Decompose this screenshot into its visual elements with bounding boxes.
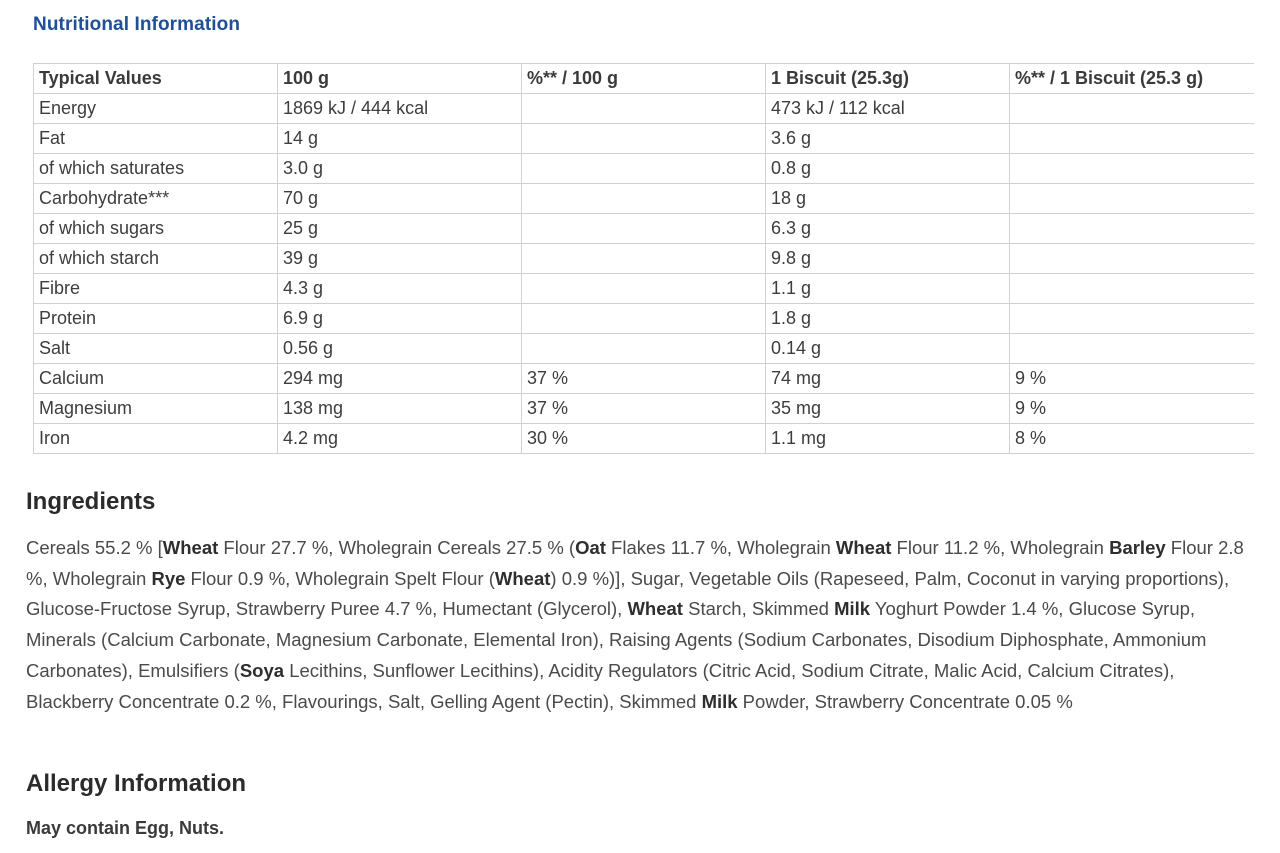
nutrient-value-cell: 0.14 g <box>766 334 1010 364</box>
nutrient-value-cell <box>1010 244 1255 274</box>
table-row <box>34 94 1255 124</box>
table-row <box>34 124 1255 154</box>
ingredient-text-segment: Flour 2.8 %, Wholegrain <box>26 537 1244 589</box>
nutrient-value-cell <box>522 334 766 364</box>
nutrition-title: Nutritional Information <box>33 14 241 35</box>
nutrient-value-cell: 18 g <box>766 184 1010 214</box>
nutrient-value-cell: 1869 kJ / 444 kcal <box>278 94 522 124</box>
nutrient-value-cell: 8 % <box>1010 424 1255 454</box>
table-row <box>34 334 1255 364</box>
nutrient-name-cell: Magnesium <box>34 394 278 424</box>
nutrient-name-cell: of which saturates <box>34 154 278 184</box>
ingredients-text <box>26 533 1262 717</box>
allergen-highlight: Barley <box>1109 537 1166 558</box>
nutrient-value-cell: 9.8 g <box>766 244 1010 274</box>
nutrient-value-cell: 14 g <box>278 124 522 154</box>
column-header: 100 g <box>278 64 522 94</box>
nutrient-value-cell: 4.2 mg <box>278 424 522 454</box>
nutrient-value-cell <box>1010 94 1255 124</box>
column-header: Typical Values <box>34 64 278 94</box>
table-row <box>34 424 1255 454</box>
nutrient-name-cell: Energy <box>34 94 278 124</box>
nutrient-value-cell: 6.3 g <box>766 214 1010 244</box>
nutrient-value-cell: 37 % <box>522 364 766 394</box>
nutrient-name-cell: of which sugars <box>34 214 278 244</box>
nutrient-value-cell <box>522 244 766 274</box>
nutrient-value-cell <box>1010 274 1255 304</box>
nutrient-name-cell: Protein <box>34 304 278 334</box>
nutrient-name-cell: of which starch <box>34 244 278 274</box>
ingredient-text-segment: Flour 11.2 %, Wholegrain <box>891 537 1110 558</box>
ingredient-text-segment: Flakes 11.7 %, Wholegrain <box>605 537 836 558</box>
table-row <box>34 394 1255 424</box>
nutrient-name-cell: Fibre <box>34 274 278 304</box>
table-row <box>34 154 1255 184</box>
allergy-text: May contain Egg, Nuts. <box>26 818 225 838</box>
nutrient-value-cell: 1.8 g <box>766 304 1010 334</box>
nutrient-value-cell: 473 kJ / 112 kcal <box>766 94 1010 124</box>
nutrient-value-cell: 25 g <box>278 214 522 244</box>
nutrient-value-cell <box>1010 124 1255 154</box>
table-row <box>34 214 1255 244</box>
nutrition-table-container <box>33 63 1254 467</box>
nutrient-value-cell: 3.0 g <box>278 154 522 184</box>
table-row <box>34 184 1255 214</box>
nutrient-value-cell: 0.56 g <box>278 334 522 364</box>
nutrient-value-cell <box>522 184 766 214</box>
nutrient-value-cell <box>1010 154 1255 184</box>
nutrient-value-cell <box>522 214 766 244</box>
nutrient-value-cell <box>522 94 766 124</box>
nutrient-name-cell: Salt <box>34 334 278 364</box>
allergy-heading: Allergy Information <box>26 770 247 797</box>
nutrient-value-cell: 1.1 mg <box>766 424 1010 454</box>
allergen-highlight: Wheat <box>494 567 551 589</box>
allergen-highlight: Wheat <box>162 537 219 558</box>
nutrient-value-cell: 1.1 g <box>766 274 1010 304</box>
ingredient-text-segment: ) 0.9 %)], Sugar, Vegetable Oils (Rapeseed, Palm, Coconut in varying proportions), Glucose-Fructose Syrup, Strawberry Puree 4.7 %, Humectant (Glycerol), <box>26 567 1230 620</box>
nutrient-value-cell: 35 mg <box>766 394 1010 424</box>
nutrient-name-cell: Fat <box>34 124 278 154</box>
nutrition-table <box>33 63 1254 454</box>
ingredients-heading: Ingredients <box>26 488 156 515</box>
nutrient-name-cell: Carbohydrate*** <box>34 184 278 214</box>
column-header: %** / 1 Biscuit (25.3 g) <box>1010 64 1255 94</box>
nutrient-value-cell: 0.8 g <box>766 154 1010 184</box>
nutrient-value-cell: 70 g <box>278 184 522 214</box>
ingredient-text-segment: Lecithins, Sunflower Lecithins), Acidity Regulators (Citric Acid, Sodium Citrate, Malic Acid, Calcium Citrates), Blackberry Concentrate 0.2 %, Flavourings, Salt, Gelling Agent (Pectin), Skimmed <box>26 659 1175 712</box>
table-row <box>34 304 1255 334</box>
table-row <box>34 274 1255 304</box>
column-header: 1 Biscuit (25.3g) <box>766 64 1010 94</box>
ingredient-text-segment: Yoghurt Powder 1.4 %, Glucose Syrup, Minerals (Calcium Carbonate, Magnesium Carbonate, Elemental Iron), Raising Agents (Sodium Carbonates, Disodium Diphosphate, Ammonium Carbonates), Emulsifiers ( <box>26 598 1207 681</box>
ingredient-text-segment: Cereals 55.2 % [ <box>26 537 163 558</box>
nutrient-value-cell <box>1010 304 1255 334</box>
nutrient-value-cell: 9 % <box>1010 364 1255 394</box>
allergen-highlight: Wheat <box>835 537 892 558</box>
ingredient-text-segment: Starch, Skimmed <box>682 598 835 620</box>
nutrient-name-cell: Iron <box>34 424 278 454</box>
ingredient-text-segment: Powder, Strawberry Concentrate 0.05 % <box>737 690 1073 712</box>
nutrient-value-cell <box>1010 214 1255 244</box>
nutrient-value-cell: 3.6 g <box>766 124 1010 154</box>
allergen-highlight: Rye <box>151 567 186 589</box>
nutrient-value-cell: 6.9 g <box>278 304 522 334</box>
nutrient-value-cell <box>1010 184 1255 214</box>
nutrient-value-cell: 4.3 g <box>278 274 522 304</box>
nutrient-value-cell: 9 % <box>1010 394 1255 424</box>
nutrient-value-cell <box>522 124 766 154</box>
nutrition-table-body <box>34 94 1255 454</box>
nutrient-value-cell: 39 g <box>278 244 522 274</box>
nutrient-value-cell <box>522 304 766 334</box>
table-row <box>34 364 1255 394</box>
allergen-highlight: Soya <box>239 659 285 681</box>
nutrient-value-cell <box>522 274 766 304</box>
nutrient-value-cell: 30 % <box>522 424 766 454</box>
column-header: %** / 100 g <box>522 64 766 94</box>
table-header-row <box>34 64 1255 94</box>
ingredient-text-segment: Flour 0.9 %, Wholegrain Spelt Flour ( <box>185 567 495 589</box>
allergen-highlight: Milk <box>834 598 871 620</box>
nutrient-value-cell: 138 mg <box>278 394 522 424</box>
nutrient-value-cell <box>522 154 766 184</box>
nutrient-name-cell: Calcium <box>34 364 278 394</box>
allergen-highlight: Wheat <box>627 598 683 620</box>
allergen-highlight: Milk <box>701 690 738 712</box>
nutrient-value-cell: 74 mg <box>766 364 1010 394</box>
ingredient-text-segment: Flour 27.7 %, Wholegrain Cereals 27.5 % ( <box>218 537 576 558</box>
nutrient-value-cell: 294 mg <box>278 364 522 394</box>
allergen-highlight: Oat <box>575 537 606 558</box>
nutrient-value-cell: 37 % <box>522 394 766 424</box>
table-row <box>34 244 1255 274</box>
nutrient-value-cell <box>1010 334 1255 364</box>
